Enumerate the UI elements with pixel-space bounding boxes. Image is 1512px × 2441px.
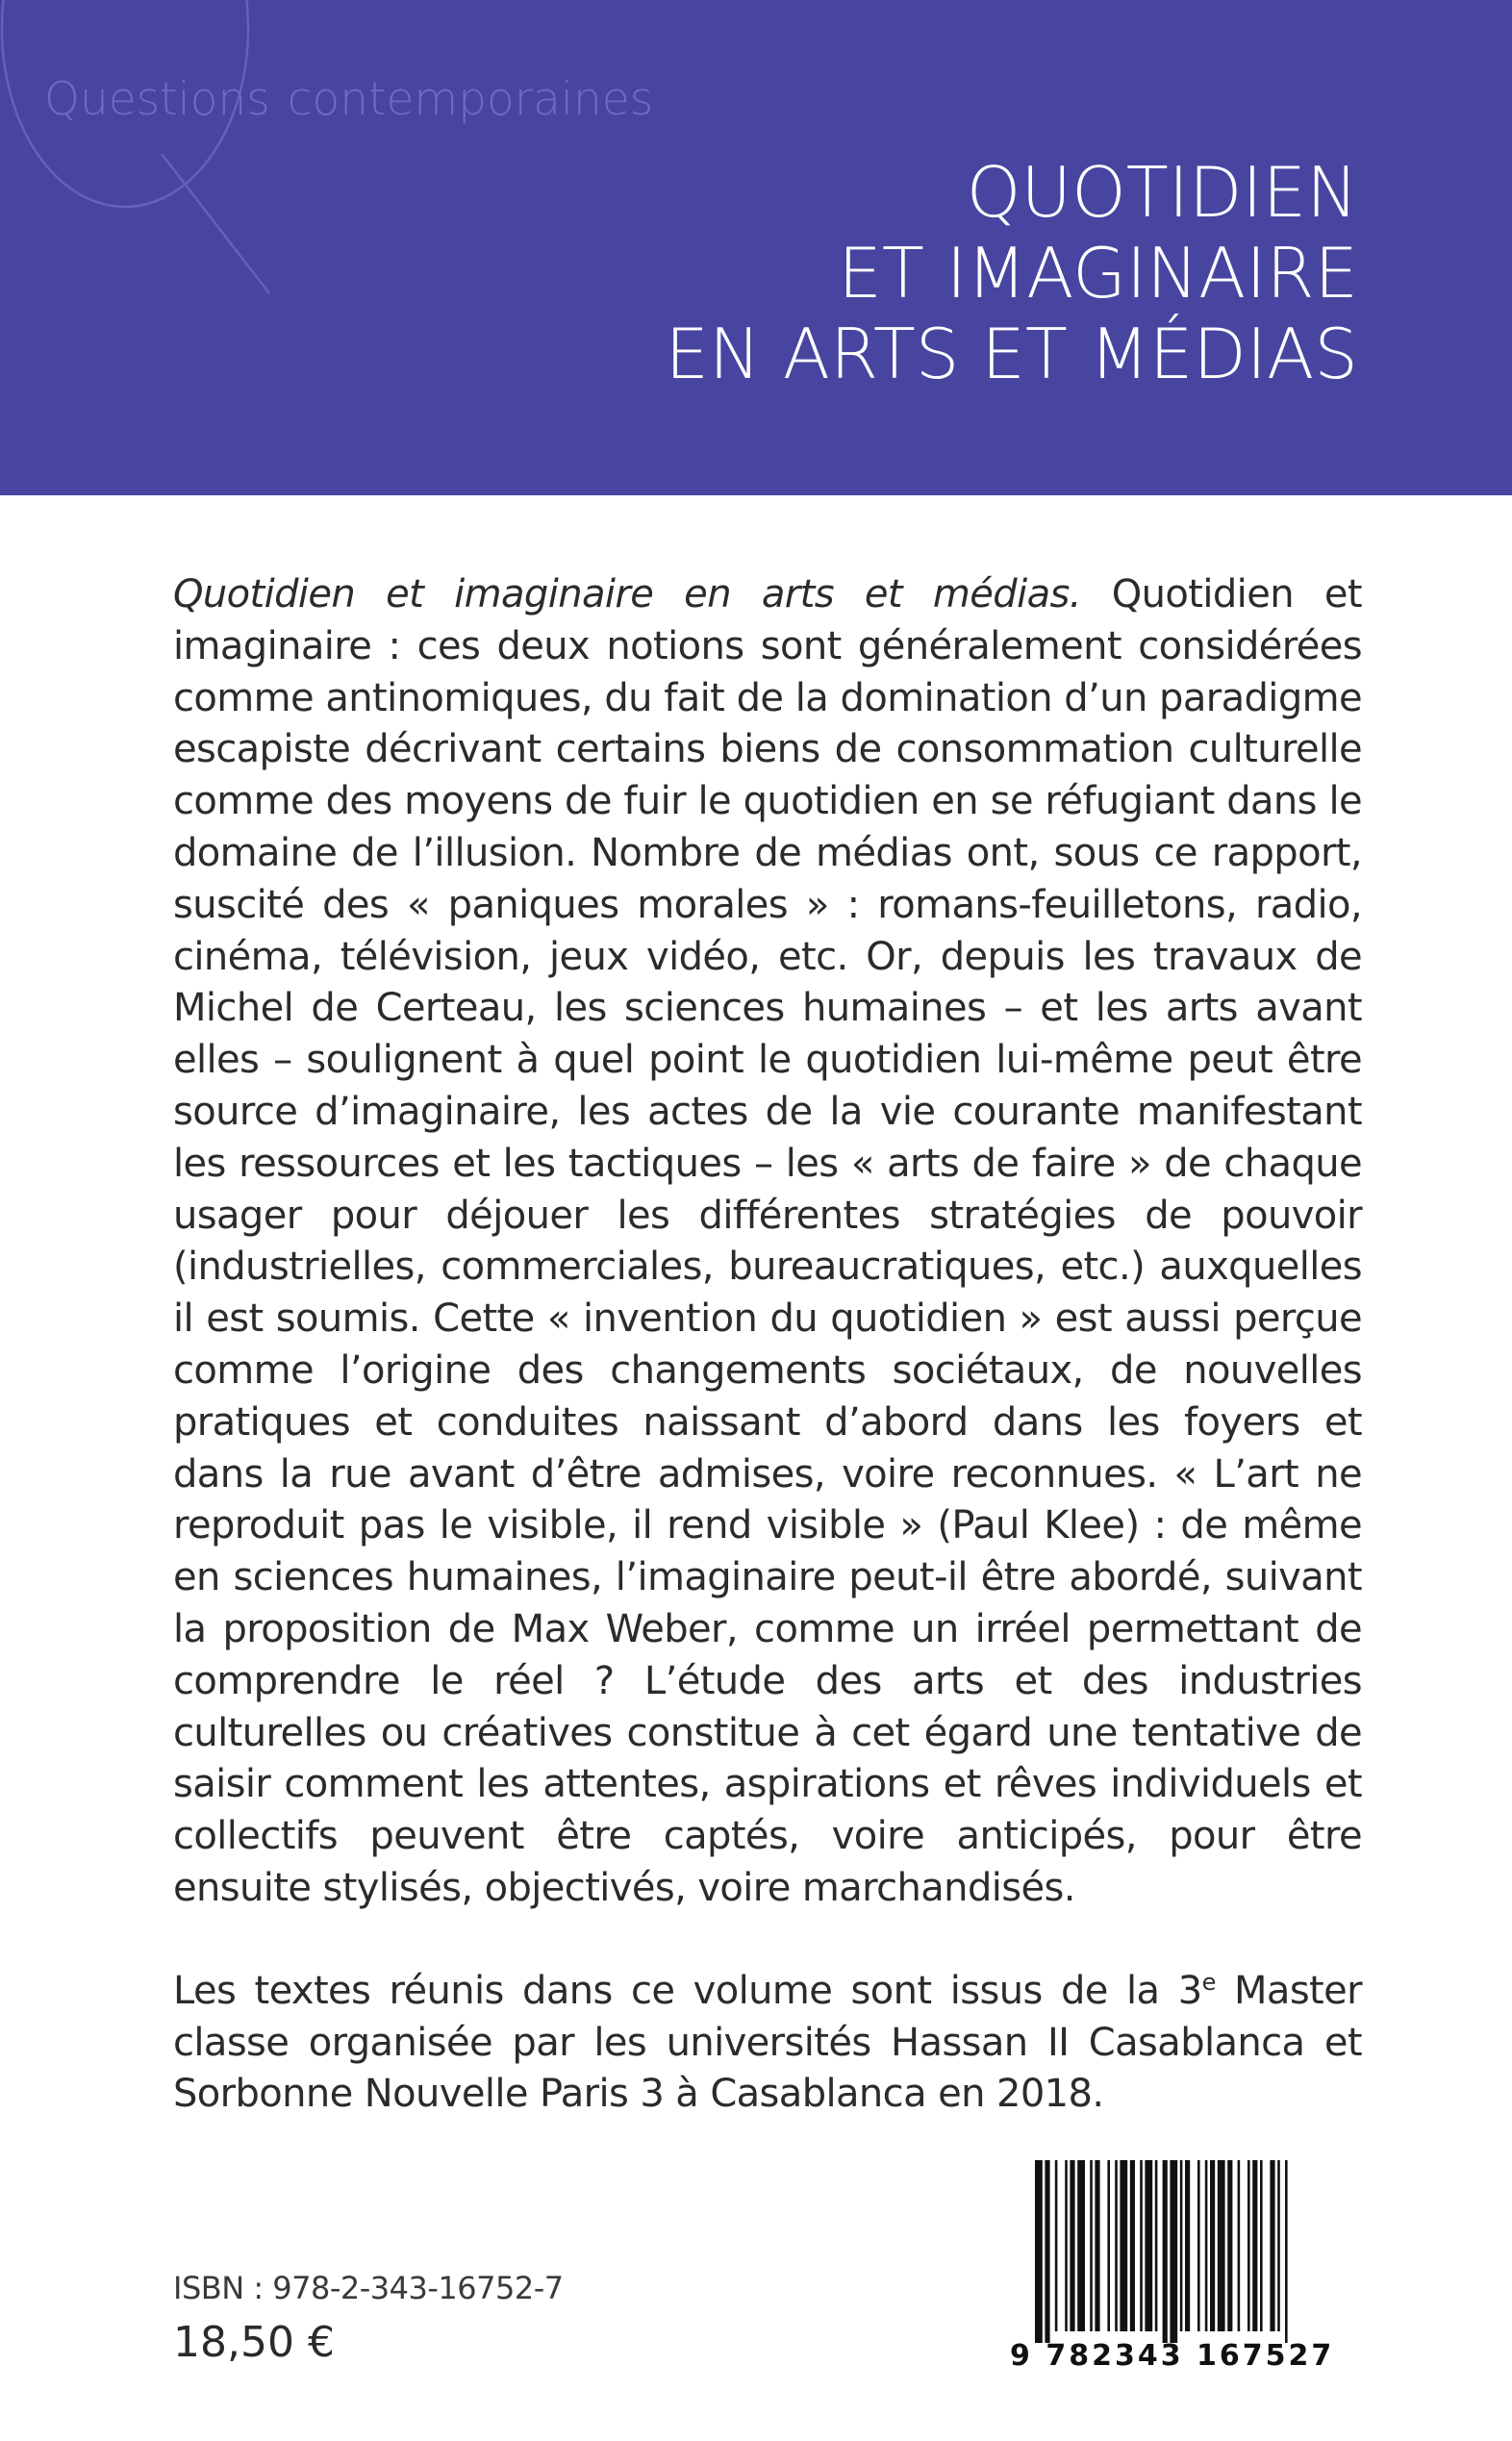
barcode-bar xyxy=(1185,2160,1190,2331)
series-q-logo xyxy=(0,0,279,308)
barcode-bar xyxy=(1252,2160,1257,2331)
isbn-text: ISBN : 978-2-343-16752-7 xyxy=(173,2270,564,2306)
barcode-bar xyxy=(1077,2160,1085,2331)
series-name-word2: contemporaines xyxy=(287,73,654,126)
barcode-digits: 9 782343 167527 xyxy=(1010,2339,1335,2373)
book-title-line-3: EN ARTS ET MÉDIAS xyxy=(665,314,1358,394)
barcode-bar xyxy=(1107,2160,1110,2331)
barcode-bar xyxy=(1163,2160,1168,2343)
blurb-paragraph-1-text: Quotidien et imaginaire : ces deux notions sont généralement considérées comme antinomiques, du fait de la domination d’un paradigme escapiste décrivant certains biens de consommation culturelle comme des moyens de fuir le quotidien en se réfugiant dans le domaine de l’illusion. Nombre de médias ont, sous ce rapport, suscité des « paniques morales » : romans-feuilletons, radio, cinéma, télévision, jeux vidéo, etc. Or, depuis les travaux de Michel de Certeau, les sciences humaines – et les arts avant elles – soulignent à quel point le quotidien lui-même peut être source d’imaginaire, les actes de la vie courante manifestant les ressources et les tactiques – les « arts de faire » de chaque usager pour déjouer les différentes stratégies de pouvoir (industrielles, commerciales, bureaucratiques, etc.) auxquelles il est soumis. Cette « invention du quotidien » est aussi perçue comme l’origine des changements sociétaux, de nouvelles pratiques et conduites naissant d’abord dans les foyers et dans la rue avant d’être admises, voire reconnues. « L’art ne reproduit pas le visible, il rend visible » (Paul Klee) : de même en sciences humaines, l’imaginaire peut-il être abordé, suivant la proposition de Max Weber, comme un irréel permettant de comprendre le réel ? L’étude des arts et des industries culturelles ou créatives constitue à cet égard une tentative de saisir comment les attentes, aspirations et rêves individuels et collectifs peuvent être captés, voire anticipés, pour être ensuite stylisés, objectivés, voire marchandisés. xyxy=(173,572,1362,1910)
barcode-bars xyxy=(1010,2160,1366,2343)
barcode-bar xyxy=(1120,2160,1127,2331)
price-text: 18,50 € xyxy=(173,2318,335,2367)
barcode-bar xyxy=(1055,2160,1058,2331)
barcode-bar xyxy=(1270,2160,1274,2331)
barcode-bar xyxy=(1277,2160,1280,2331)
barcode-bar xyxy=(1170,2160,1177,2343)
barcode-bar xyxy=(1140,2160,1143,2331)
barcode-bar xyxy=(1197,2160,1200,2331)
barcode-bar xyxy=(1145,2160,1152,2331)
blurb-paragraph-2 xyxy=(173,1966,1362,2121)
series-name-word1: Questions xyxy=(44,73,270,126)
barcode-bar xyxy=(1130,2160,1135,2331)
barcode-bar xyxy=(1205,2160,1208,2331)
barcode-bar xyxy=(1045,2160,1049,2343)
blurb-paragraph-2-text-b: Master classe organisée par les universités Hassan II Casablanca et Sorbonne Nouvelle Paris 3 à Casablanca en 2018. xyxy=(173,1968,1362,2117)
back-cover-blurb xyxy=(173,569,1362,2121)
barcode-bar xyxy=(1095,2160,1099,2331)
blurb-paragraph-1 xyxy=(173,569,1362,1915)
barcode-bar xyxy=(1260,2160,1263,2331)
barcode-bar xyxy=(1180,2160,1183,2331)
ordinal-superscript: e xyxy=(1201,1968,1216,1996)
barcode xyxy=(1010,2160,1366,2372)
blurb-italic-intro: Quotidien et imaginaire en arts et médias. xyxy=(173,572,1081,617)
barcode-bar xyxy=(1090,2160,1093,2331)
series-name xyxy=(44,73,653,126)
header-band xyxy=(0,0,1512,495)
barcode-bar xyxy=(1155,2160,1158,2331)
book-title-line-1: QUOTIDIEN xyxy=(966,152,1358,233)
barcode-bar xyxy=(1065,2160,1068,2331)
barcode-bar xyxy=(1210,2160,1215,2331)
barcode-bar xyxy=(1238,2160,1241,2331)
barcode-bar xyxy=(1285,2160,1288,2343)
barcode-bar xyxy=(1247,2160,1250,2331)
barcode-bar xyxy=(1115,2160,1118,2331)
blurb-paragraph-2-text-a: Les textes réunis dans ce volume sont issus de la 3 xyxy=(173,1968,1202,2013)
book-title-line-2: ET IMAGINAIRE xyxy=(838,233,1358,314)
barcode-bar xyxy=(1070,2160,1074,2331)
book-title xyxy=(666,152,1358,394)
barcode-bar xyxy=(1227,2160,1232,2331)
barcode-bar xyxy=(1218,2160,1225,2331)
barcode-bar xyxy=(1035,2160,1043,2343)
